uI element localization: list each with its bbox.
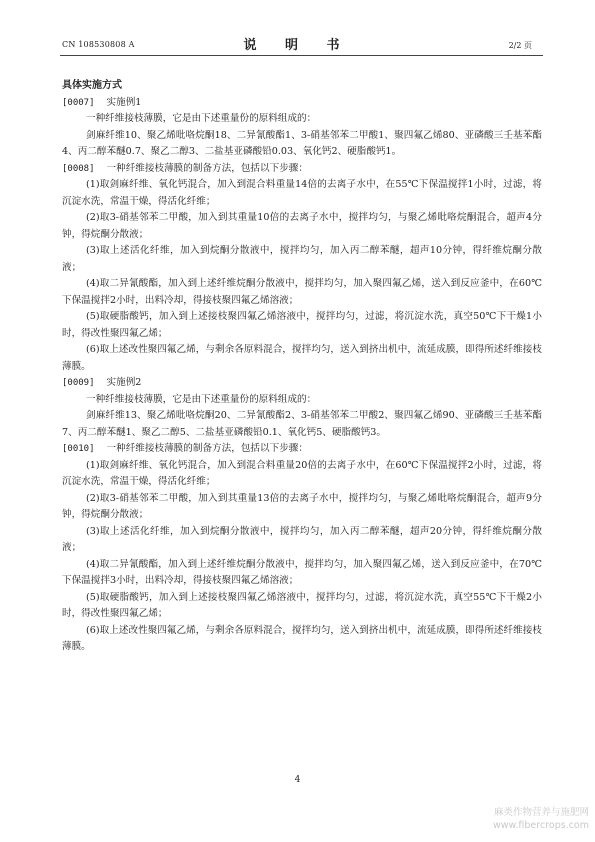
method-step: (5)取硬脂酸钙，加入到上述接枝聚四氟乙烯溶液中，搅拌均匀，过滤，将沉淀水洗，真空55℃下干燥2小时，得改性聚四氟乙烯； <box>62 591 542 619</box>
watermark-url: www.fibercrops.com <box>492 820 589 831</box>
method-intro: 一种纤维接枝薄膜的制备方法，包括以下步骤： <box>106 443 308 454</box>
watermark <box>493 806 589 832</box>
paragraph-0008-intro <box>62 161 542 178</box>
paragraph-tag: [0008] <box>62 163 95 174</box>
paragraph-0010-intro <box>62 441 542 458</box>
document-body <box>62 78 542 656</box>
section-title: 具体实施方式 <box>62 80 122 91</box>
watermark-site-name: 麻类作物营养与施肥网 <box>493 807 589 818</box>
document-title: 说 明 书 <box>243 38 352 53</box>
method-step: (2)取3-硝基邻苯二甲酸，加入到其重量10倍的去离子水中，搅拌均匀，与聚乙烯吡咯烷酮混合，超声4分钟，得烷酮分散液； <box>62 212 542 240</box>
example-materials: 剑麻纤维13、聚乙烯吡咯烷酮20、二异氰酸酯2、3-硝基邻苯二甲酸2、聚四氟乙烯90、亚磷酸三壬基苯酯7、丙二醇苯醚1、聚乙二醇5、二盐基亚磷酸铅0.1、氧化钙5、硬脂酸钙3。 <box>62 410 542 438</box>
method-step: (6)取上述改性聚四氟乙烯，与剩余各原料混合，搅拌均匀，送入到挤出机中，流延成膜，即得所述纤维接枝薄膜。 <box>62 344 542 372</box>
header-rule <box>60 55 543 56</box>
page-header <box>0 0 595 60</box>
publication-number: CN 108530808 A <box>62 40 135 49</box>
example-heading: 实施例2 <box>106 377 142 388</box>
example-intro: 一种纤维接枝薄膜，它是由下述重量份的原料组成的： <box>86 113 317 124</box>
paragraph-0009-heading <box>62 375 542 392</box>
method-step: (4)取二异氰酸酯，加入到上述纤维烷酮分散液中，搅拌均匀，加入聚四氟乙烯，送入到反应釜中，在70℃下保温搅拌3小时，出料冷却，得接枝聚四氟乙烯溶液； <box>62 558 542 586</box>
method-step: (5)取硬脂酸钙，加入到上述接枝聚四氟乙烯溶液中，搅拌均匀，过滤，将沉淀水洗，真空50℃下干燥1小时，得改性聚四氟乙烯； <box>62 311 542 339</box>
example-intro: 一种纤维接枝薄膜，它是由下述重量份的原料组成的： <box>86 393 317 405</box>
page-indicator: 2/2 页 <box>508 41 532 50</box>
method-intro: 一种纤维接枝薄膜的制备方法，包括以下步骤： <box>106 162 308 174</box>
method-step: (1)取剑麻纤维、氧化钙混合，加入到混合料重量14倍的去离子水中，在55℃下保温搅拌1小时，过滤，将沉淀水洗，常温干燥，得活化纤维； <box>62 179 542 207</box>
method-step: (3)取上述活化纤维，加入到烷酮分散液中，搅拌均匀，加入丙二醇苯醚，超声10分钟，得纤维烷酮分散液； <box>62 245 542 273</box>
method-step: (1)取剑麻纤维、氧化钙混合，加入到混合料重量20倍的去离子水中，在60℃下保温搅拌2小时，过滤，将沉淀水洗，常温干燥，得活化纤维； <box>62 459 542 487</box>
paragraph-tag: [0009] <box>62 378 95 388</box>
paragraph-tag: [0010] <box>62 444 95 454</box>
method-step: (2)取3-硝基邻苯二甲酸，加入到其重量13倍的去离子水中，搅拌均匀，与聚乙烯吡咯烷酮混合，超声9分钟，得烷酮分散液； <box>62 492 542 520</box>
method-step: (3)取上述活化纤维，加入到烷酮分散液中，搅拌均匀，加入丙二醇苯醚，超声20分钟，得纤维烷酮分散液； <box>62 525 542 553</box>
paragraph-tag: [0007] <box>62 97 95 108</box>
method-step: (6)取上述改性聚四氟乙烯，与剩余各原料混合，搅拌均匀，送入到挤出机中，流延成膜，即得所述纤维接枝薄膜。 <box>62 624 542 652</box>
example-heading: 实施例1 <box>106 96 142 108</box>
method-step: (4)取二异氰酸酯，加入到上述纤维烷酮分散液中，搅拌均匀，加入聚四氟乙烯，送入到反应釜中，在60℃下保温搅拌2小时，出料冷却，得接枝聚四氟乙烯溶液； <box>62 278 542 306</box>
example-materials: 剑麻纤维10、聚乙烯吡咯烷酮18、二异氰酸酯1、3-硝基邻苯二甲酸1、聚四氟乙烯80、亚磷酸三壬基苯酯4、丙二醇苯醚0.7、聚乙二醇3、二盐基亚磷酸铅0.03、氧化钙2、硬脂酸钙1。 <box>62 129 542 157</box>
page-number: 4 <box>294 775 301 785</box>
paragraph-0007-heading <box>62 95 542 112</box>
